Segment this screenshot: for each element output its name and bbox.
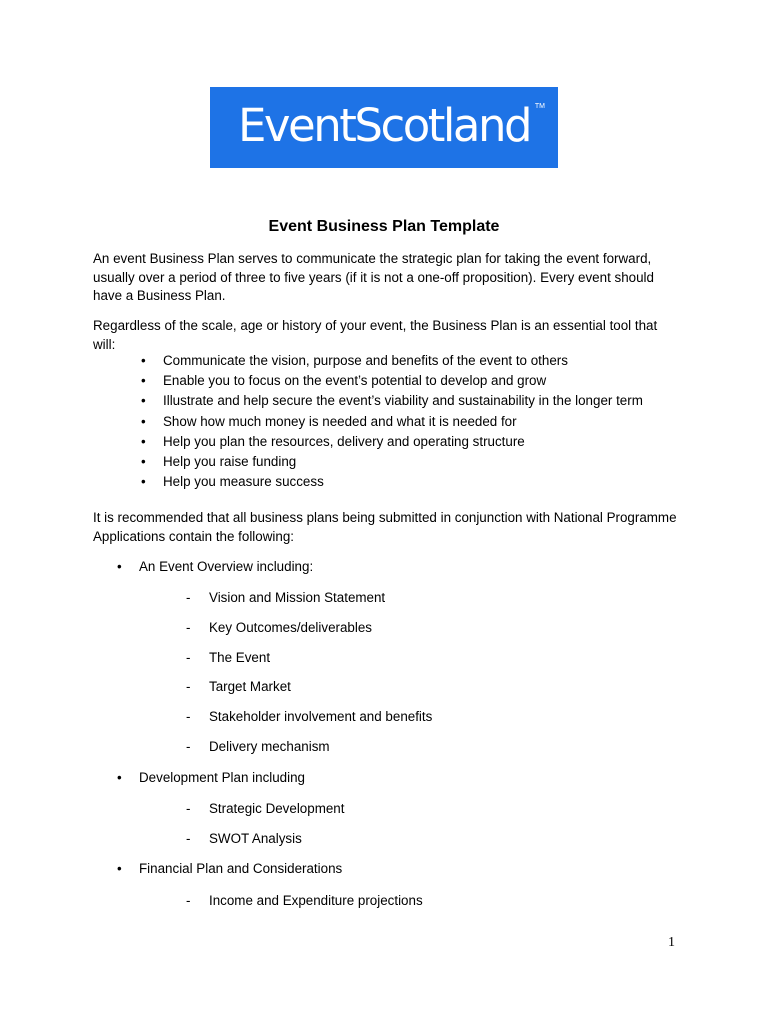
sub-item-text: Income and Expenditure projections (209, 893, 423, 908)
list-item (93, 372, 643, 392)
bullet-glyph: • (141, 453, 146, 469)
regardless-paragraph: Regardless of the scale, age or history of your event, the Business Plan is an essential tool that will: (93, 318, 658, 352)
logo-trademark: TM (534, 103, 545, 110)
dash-glyph: - (186, 739, 191, 754)
list-item-text: Communicate the vision, purpose and benefits of the event to others (163, 353, 568, 368)
list-item (93, 453, 643, 473)
sub-item-text: SWOT Analysis (209, 831, 302, 846)
dash-glyph: - (186, 893, 191, 908)
dash-glyph: - (186, 679, 191, 694)
section-label: Financial Plan and Considerations (139, 861, 343, 876)
section-label: Development Plan including (139, 770, 305, 785)
sub-item-text: Vision and Mission Statement (209, 590, 386, 605)
dash-glyph: - (186, 650, 191, 665)
dash-glyph: - (186, 620, 191, 635)
bullet-glyph: • (141, 353, 146, 368)
logo-text: EventScotland (237, 99, 531, 152)
dash-glyph: - (186, 709, 191, 724)
sub-item-text: Target Market (209, 679, 291, 694)
bullet-glyph: • (141, 474, 146, 490)
section-label: An Event Overview including: (139, 559, 314, 574)
list-item-text: Help you measure success (163, 474, 324, 490)
bullet-glyph: • (117, 861, 122, 876)
benefits-list (93, 352, 643, 493)
list-item (93, 392, 643, 412)
sub-item-text: Delivery mechanism (209, 739, 330, 754)
list-item-text: Enable you to focus on the event’s potential to develop and grow (163, 373, 547, 389)
list-item (93, 352, 643, 372)
bullet-glyph: • (141, 393, 146, 409)
bullet-glyph: • (141, 373, 146, 389)
list-item-text: Help you plan the resources, delivery and operating structure (163, 433, 525, 449)
list-item (93, 413, 643, 433)
dash-glyph: - (186, 801, 191, 816)
recommended-paragraph: It is recommended that all business plans being submitted in conjunction with National Programme Applications contain the following: (93, 510, 677, 544)
list-item (93, 433, 643, 453)
sub-item-text: Strategic Development (209, 801, 345, 816)
sub-item-text: The Event (209, 650, 271, 665)
list-item-text: Help you raise funding (163, 453, 297, 469)
bullet-glyph: • (117, 770, 122, 785)
list-item (93, 473, 643, 493)
eventscotland-logo (210, 87, 558, 168)
dash-glyph: - (186, 590, 191, 605)
document-title: Event Business Plan Template (268, 218, 500, 235)
intro-paragraph: An event Business Plan serves to communicate the strategic plan for taking the event forward, usually over a period of three to five years (if it is not a one-off proposition). Every event should have a Business Plan. (93, 251, 654, 303)
bullet-glyph: • (141, 413, 146, 429)
sub-item-text: Key Outcomes/deliverables (209, 620, 372, 635)
bullet-glyph: • (141, 433, 146, 449)
bullet-glyph: • (117, 559, 122, 574)
sub-item-text: Stakeholder involvement and benefits (209, 709, 433, 724)
page-number: 1 (668, 935, 675, 950)
list-item-text: Show how much money is needed and what it is needed for (163, 413, 517, 429)
list-item-text: Illustrate and help secure the event’s viability and sustainability in the longer term (163, 393, 643, 409)
dash-glyph: - (186, 831, 191, 846)
